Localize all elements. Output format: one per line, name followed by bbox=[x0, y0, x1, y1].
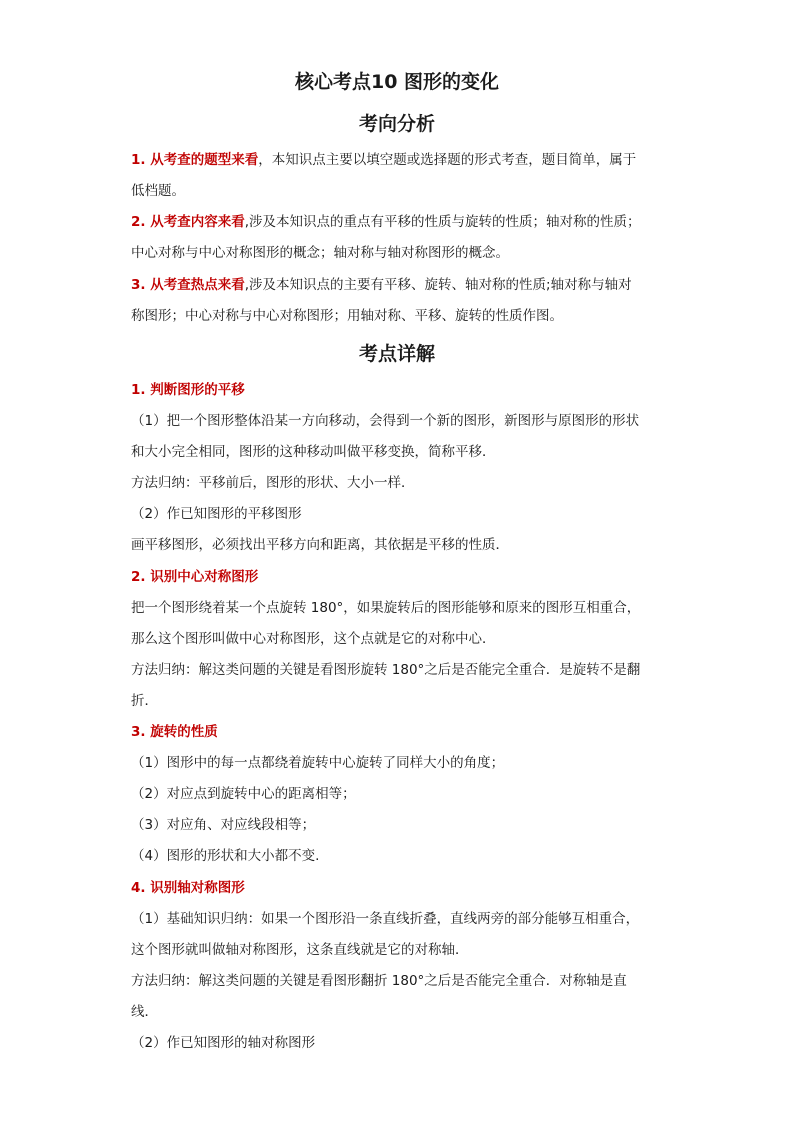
analysis-item-3-num: 3. bbox=[131, 277, 151, 293]
section-2-title: 2. 识别中心对称图形 bbox=[131, 569, 259, 585]
analysis-item-3-line-1 bbox=[131, 275, 671, 295]
analysis-item-1-line-2: 低档题。 bbox=[131, 183, 185, 199]
section-4-method-a: 方法归纳：解这类问题的关键是看图形翻折 180°之后是否能完全重合．对称轴是直 bbox=[131, 973, 627, 989]
section-1-para-1b: 和大小完全相同，图形的这种移动叫做平移变换，简称平移． bbox=[131, 444, 496, 460]
section-3-item-3: （3）对应角、对应线段相等； bbox=[131, 817, 316, 833]
section-4-title: 4. 识别轴对称图形 bbox=[131, 880, 245, 896]
analysis-heading: 考向分析 bbox=[358, 113, 435, 135]
section-2-para-1b: 那么这个图形叫做中心对称图形，这个点就是它的对称中心． bbox=[131, 631, 496, 647]
section-2-method-b: 折． bbox=[131, 693, 158, 709]
section-1-para-2b: 画平移图形，必须找出平移方向和距离，其依据是平移的性质． bbox=[131, 537, 509, 553]
analysis-item-1-lead: 从考查的题型来看 bbox=[150, 152, 259, 168]
section-3-item-1: （1）图形中的每一点都绕着旋转中心旋转了同样大小的角度； bbox=[131, 755, 505, 771]
section-1-para-1a: （1）把一个图形整体沿某一方向移动，会得到一个新的图形，新图形与原图形的形状 bbox=[131, 413, 640, 429]
analysis-item-2-line-2: 中心对称与中心对称图形的概念；轴对称与轴对称图形的概念。 bbox=[131, 245, 509, 261]
analysis-item-1-line-1 bbox=[131, 150, 671, 170]
section-4-method-b: 线． bbox=[131, 1004, 158, 1020]
analysis-item-2-lead: 从考查内容来看 bbox=[150, 214, 245, 230]
analysis-item-3-lead: 从考查热点来看 bbox=[150, 277, 245, 293]
section-2-para-1a: 把一个图形绕着某一个点旋转 180°，如果旋转后的图形能够和原来的图形互相重合， bbox=[131, 600, 641, 616]
section-1-method: 方法归纳：平移前后，图形的形状、大小一样． bbox=[131, 475, 415, 491]
section-1-title: 1. 判断图形的平移 bbox=[131, 382, 245, 398]
section-1-para-2: （2）作已知图形的平移图形 bbox=[131, 506, 302, 522]
analysis-item-1-text: ，本知识点主要以填空题或选择题的形式考查，题目简单，属于 bbox=[258, 152, 637, 168]
section-2-method-a: 方法归纳：解这类问题的关键是看图形旋转 180°之后是否能完全重合．是旋转不是翻 bbox=[131, 662, 641, 678]
section-3-title: 3. 旋转的性质 bbox=[131, 724, 218, 740]
details-heading: 考点详解 bbox=[358, 343, 435, 365]
section-3-item-4: （4）图形的形状和大小都不变. bbox=[131, 848, 320, 864]
section-4-para-2: （2）作已知图形的轴对称图形 bbox=[131, 1035, 316, 1051]
analysis-item-3-text: ,涉及本知识点的主要有平移、旋转、轴对称的性质;轴对称与轴对 bbox=[244, 277, 632, 293]
analysis-item-2-num: 2. bbox=[131, 214, 151, 230]
analysis-item-2-text: ,涉及本知识点的重点有平移的性质与旋转的性质；轴对称的性质； bbox=[244, 214, 641, 230]
analysis-item-2-line-1 bbox=[131, 212, 671, 232]
page-title: 核心考点10 图形的变化 bbox=[294, 71, 500, 93]
analysis-item-3-line-2: 称图形；中心对称与中心对称图形；用轴对称、平移、旋转的性质作图。 bbox=[131, 308, 563, 324]
section-4-para-1a: （1）基础知识归纳：如果一个图形沿一条直线折叠，直线两旁的部分能够互相重合， bbox=[131, 911, 640, 927]
analysis-item-1-num: 1. bbox=[131, 152, 151, 168]
section-4-para-1b: 这个图形就叫做轴对称图形，这条直线就是它的对称轴． bbox=[131, 942, 469, 958]
section-3-item-2: （2）对应点到旋转中心的距离相等； bbox=[131, 786, 356, 802]
